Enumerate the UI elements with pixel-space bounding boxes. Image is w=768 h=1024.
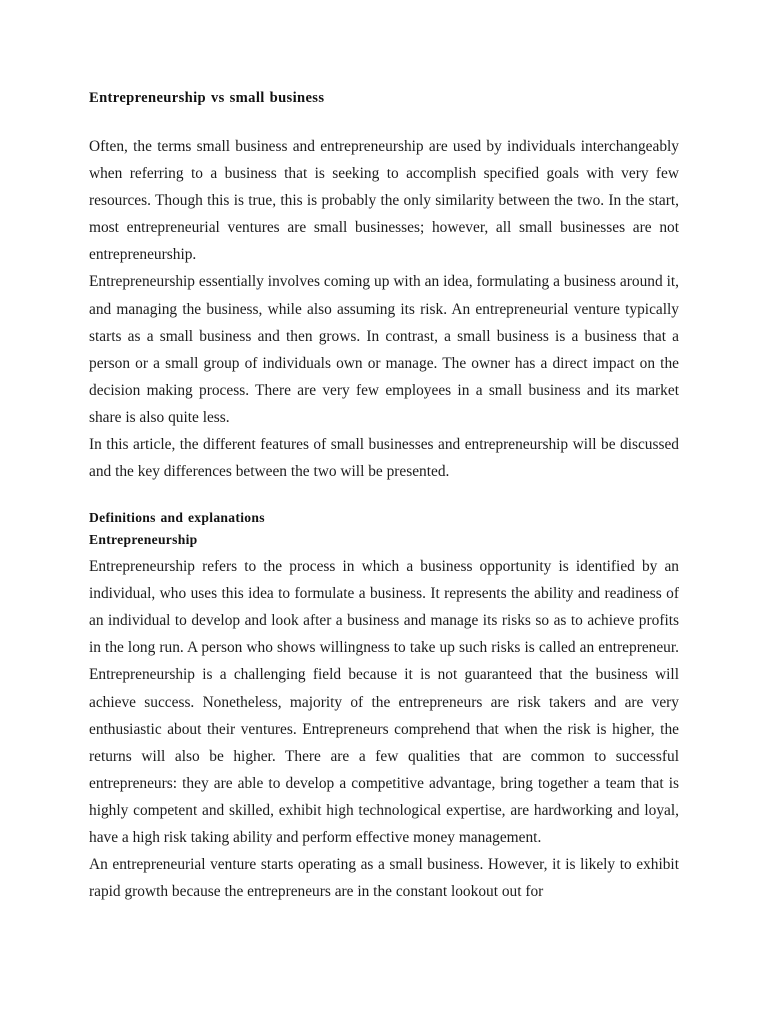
paragraph-definition-contrast: Entrepreneurship essentially involves coming up with an idea, formulating a business around it, and managing the business, while also assuming its risk. An entrepreneurial venture typically starts as a small business and then grows. In contrast, a small business is a business that a person or a small group of individuals own or manage. The owner has a direct impact on the decision making process. There are very few employees in a small business and its market share is also quite less. bbox=[89, 273, 679, 426]
heading-definitions-and-explanations: Definitions and explanations bbox=[89, 510, 265, 526]
paragraph-venture-growth: An entrepreneurial venture starts operating as a small business. However, it is likely to exhibit rapid growth because the entrepreneurs are in the constant lookout out for bbox=[89, 856, 679, 901]
document-body bbox=[89, 88, 679, 905]
section-heading-group bbox=[89, 507, 679, 550]
heading-entrepreneurship: Entrepreneurship bbox=[89, 531, 198, 547]
paragraph-intro: Often, the terms small business and entrepreneurship are used by individuals interchangeably when referring to a business that is seeking to accomplish specified goals with very few resources. Though this is true, this is probably the only similarity between the two. In the start, most entrepreneurial ventures are small businesses; however, all small businesses are not entrepreneurship. bbox=[89, 138, 679, 264]
paragraph-article-scope: In this article, the different features of small businesses and entrepreneurship will be discussed and the key differences between the two will be presented. bbox=[89, 436, 679, 481]
paragraph-entrepreneurship-definition: Entrepreneurship refers to the process in which a business opportunity is identified by an individual, who uses this idea to formulate a business. It represents the ability and readiness of an individual to develop and look after a business and manage its risks so as to achieve profits in the long run. A person who shows willingness to take up such risks is called an entrepreneur. Entrepreneurship is a challenging field because it is not guaranteed that the business will achieve success. Nonetheless, majority of the entrepreneurs are risk takers and are very enthusiastic about their ventures. Entrepreneurs comprehend that when the risk is higher, the returns will also be higher. There are a few qualities that are common to successful entrepreneurs: they are able to develop a competitive advantage, bring together a team that is highly competent and skilled, exhibit high technological expertise, are hardworking and loyal, have a high risk taking ability and perform effective money management. bbox=[89, 558, 679, 846]
page-title: Entrepreneurship vs small business bbox=[89, 90, 325, 106]
